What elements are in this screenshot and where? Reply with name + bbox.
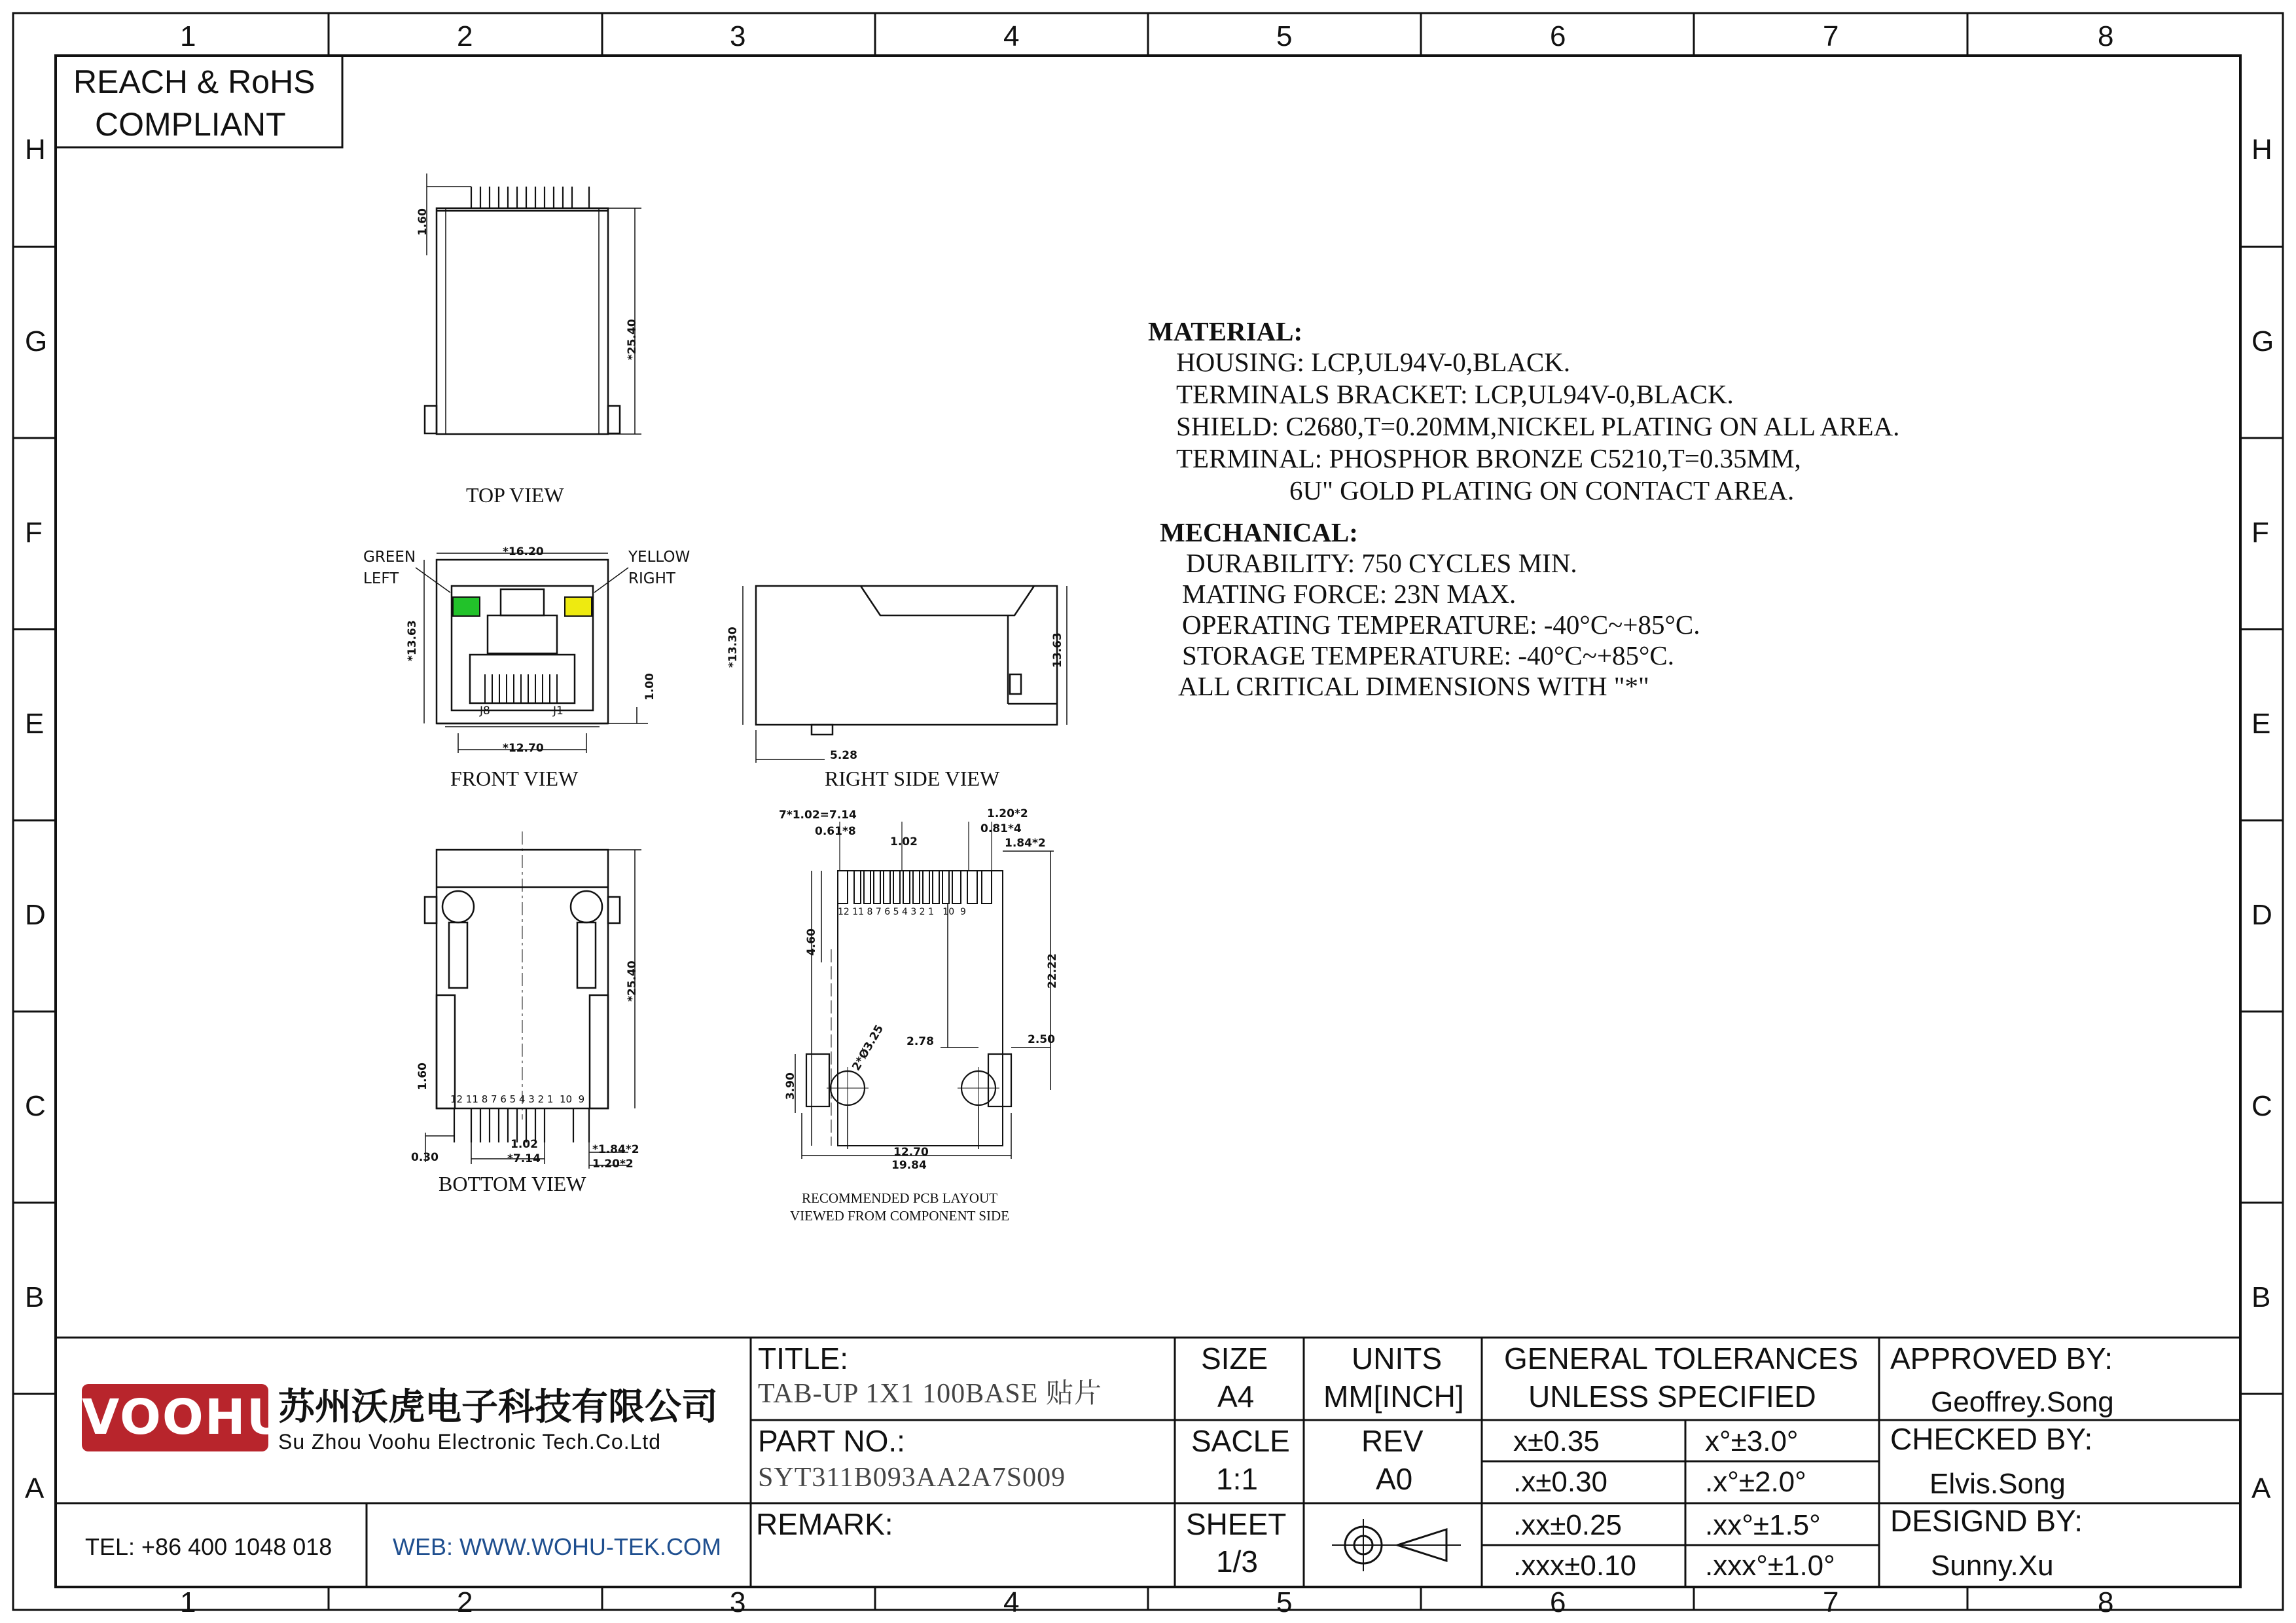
units-label: UNITS xyxy=(1352,1341,1442,1376)
front-view-caption: FRONT VIEW xyxy=(450,767,579,790)
led-green-indicator xyxy=(452,596,480,617)
zone-col-2-top: 2 xyxy=(457,20,473,52)
right-side-view-drawing xyxy=(743,586,1067,763)
tolerance-angular-4: .xxx°±1.0° xyxy=(1705,1550,1835,1582)
material-line-5: 6U" GOLD PLATING ON CONTACT AREA. xyxy=(1289,475,1795,505)
mechanical-line-5: ALL CRITICAL DIMENSIONS WITH "*" xyxy=(1178,671,1649,701)
web-link[interactable]: WEB: WWW.WOHU-TEK.COM xyxy=(393,1533,721,1560)
mechanical-line-2: MATING FORCE: 23N MAX. xyxy=(1182,579,1516,609)
material-title: MATERIAL: xyxy=(1148,316,1303,346)
company-name-en: Su Zhou Voohu Electronic Tech.Co.Ltd xyxy=(278,1430,662,1453)
dim-front-12-70: *12.70 xyxy=(503,742,544,755)
part-no-value: SYT311B093AA2A7S009 xyxy=(758,1463,1066,1493)
sheet-label: SHEET xyxy=(1186,1507,1287,1541)
scale-value: 1:1 xyxy=(1216,1462,1258,1496)
zone-row-g-left: G xyxy=(25,325,48,357)
zone-row-h-right: H xyxy=(2251,134,2272,166)
tolerance-linear-2: .x±0.30 xyxy=(1513,1466,1608,1498)
dim-side-13-30: *13.30 xyxy=(726,627,740,668)
zone-row-e-left: E xyxy=(25,708,45,740)
dim-bottom-1-60: 1.60 xyxy=(416,1063,429,1090)
zone-col-5-bottom: 5 xyxy=(1276,1586,1293,1618)
top-view-caption: TOP VIEW xyxy=(466,483,564,507)
led-right-label: RIGHT xyxy=(628,570,675,587)
zone-col-4-top: 4 xyxy=(1003,20,1020,52)
zone-row-b-left: B xyxy=(25,1281,45,1313)
dim-front-j8: J8 xyxy=(480,704,490,718)
zone-row-c-left: C xyxy=(25,1090,46,1122)
mechanical-line-1: DURABILITY: 750 CYCLES MIN. xyxy=(1186,548,1577,578)
compliance-line-1: REACH & RoHS xyxy=(73,64,315,100)
dim-pcb-2-78: 2.78 xyxy=(906,1035,934,1048)
dim-side-13-63: 13.63 xyxy=(1051,632,1064,668)
dim-top-1-60: 1.60 xyxy=(416,208,429,236)
zone-row-d-right: D xyxy=(2251,899,2272,931)
dim-pcb-3-25: 2*Ø3.25 xyxy=(850,1023,887,1073)
designed-by-value: Sunny.Xu xyxy=(1931,1550,2054,1582)
zone-row-f-right: F xyxy=(2251,517,2269,549)
zone-col-1-top: 1 xyxy=(180,20,196,52)
bottom-view-caption: BOTTOM VIEW xyxy=(439,1172,586,1195)
dim-bottom-1-84: *1.84*2 xyxy=(592,1143,639,1156)
material-line-1: HOUSING: LCP,UL94V-0,BLACK. xyxy=(1176,347,1571,377)
dim-pcb-2-50: 2.50 xyxy=(1028,1033,1055,1046)
zone-row-e-right: E xyxy=(2251,708,2271,740)
row-ticks xyxy=(13,247,2283,1394)
zone-col-5-top: 5 xyxy=(1276,20,1293,52)
zone-col-4-bottom: 4 xyxy=(1003,1586,1020,1618)
tolerance-linear-4: .xxx±0.10 xyxy=(1513,1550,1637,1582)
dim-top-25-40: *25.40 xyxy=(626,319,639,360)
size-label: SIZE xyxy=(1201,1341,1268,1376)
pcb-layout-drawing xyxy=(795,822,1054,1159)
zone-col-1-bottom: 1 xyxy=(180,1586,196,1618)
dim-bottom-25-40: *25.40 xyxy=(626,960,639,1002)
part-no-label: PART NO.: xyxy=(758,1424,905,1458)
pcb-caption-line-1: RECOMMENDED PCB LAYOUT xyxy=(802,1190,998,1206)
right-side-view-caption: RIGHT SIDE VIEW xyxy=(825,767,1000,790)
zone-col-3-top: 3 xyxy=(730,20,746,52)
dim-pcb-4-60: 4.60 xyxy=(805,928,818,956)
led-green-label: GREEN xyxy=(363,549,416,566)
pcb-pin-numbers: 12 11 8 7 6 5 4 3 2 1 10 9 xyxy=(838,907,966,917)
mechanical-line-4: STORAGE TEMPERATURE: -40°C~+85°C. xyxy=(1182,640,1675,670)
sheet-value: 1/3 xyxy=(1216,1544,1258,1578)
dim-bottom-0-30: 0.30 xyxy=(411,1151,439,1164)
bottom-pin-numbers: 12 11 8 7 6 5 4 3 2 1 10 9 xyxy=(450,1093,585,1105)
company-name-cn: 苏州沃虎电子科技有限公司 xyxy=(278,1386,718,1429)
material-line-4: TERMINAL: PHOSPHOR BRONZE C5210,T=0.35MM, xyxy=(1176,443,1801,473)
logo-text: VOOHU xyxy=(82,1389,287,1446)
designed-by-label: DESIGND BY: xyxy=(1890,1504,2083,1538)
title-value: TAB-UP 1X1 100BASE 贴片 xyxy=(758,1379,1102,1409)
dim-pcb-1-02: 1.02 xyxy=(890,835,918,848)
tolerance-angular-3: .xx°±1.5° xyxy=(1705,1509,1821,1541)
front-view-drawing xyxy=(416,553,648,753)
remark-label: REMARK: xyxy=(756,1507,893,1541)
dim-bottom-1-20: 1.20*2 xyxy=(592,1158,634,1171)
zone-row-d-left: D xyxy=(25,899,46,931)
dim-pcb-22-22: 22.22 xyxy=(1046,953,1059,989)
zone-col-8-top: 8 xyxy=(2098,20,2114,52)
material-line-3: SHIELD: C2680,T=0.20MM,NICKEL PLATING ON ALL AREA. xyxy=(1176,411,1900,441)
approved-by-label: APPROVED BY: xyxy=(1890,1341,2113,1376)
tolerance-title-1: GENERAL TOLERANCES xyxy=(1504,1341,1859,1376)
title-label: TITLE: xyxy=(758,1341,849,1376)
tolerance-angular-1: x°±3.0° xyxy=(1705,1425,1799,1457)
mechanical-line-3: OPERATING TEMPERATURE: -40°C~+85°C. xyxy=(1182,610,1700,640)
voohu-logo xyxy=(82,1384,287,1451)
dim-side-5-28: 5.28 xyxy=(830,749,857,762)
material-line-2: TERMINALS BRACKET: LCP,UL94V-0,BLACK. xyxy=(1176,379,1734,409)
led-yellow-label: YELLOW xyxy=(628,549,691,566)
mechanical-title: MECHANICAL: xyxy=(1160,517,1358,547)
led-yellow-indicator xyxy=(564,596,592,617)
top-view-drawing xyxy=(425,173,641,434)
compliance-line-2: COMPLIANT xyxy=(95,106,286,143)
rev-value: A0 xyxy=(1376,1462,1413,1496)
dim-pcb-12-70: 12.70 xyxy=(893,1146,929,1159)
dim-bottom-1-02: 1.02 xyxy=(511,1138,538,1151)
tolerance-linear-1: x±0.35 xyxy=(1513,1425,1600,1457)
zone-row-b-right: B xyxy=(2251,1281,2271,1313)
rev-label: REV xyxy=(1361,1424,1424,1458)
zone-row-c-right: C xyxy=(2251,1090,2272,1122)
dim-front-1-00: 1.00 xyxy=(643,673,656,701)
checked-by-value: Elvis.Song xyxy=(1929,1468,2066,1500)
dim-pcb-3-90: 3.90 xyxy=(784,1072,797,1100)
units-value: MM[INCH] xyxy=(1323,1379,1464,1413)
projection-symbol-icon xyxy=(1332,1519,1461,1571)
zone-row-a-left: A xyxy=(25,1472,45,1504)
dim-front-j1: J1 xyxy=(553,704,564,718)
approved-by-value: Geoffrey.Song xyxy=(1931,1386,2114,1418)
tolerance-angular-2: .x°±2.0° xyxy=(1705,1466,1806,1498)
pcb-caption-line-2: VIEWED FROM COMPONENT SIDE xyxy=(790,1208,1010,1224)
dim-pcb-1-20x2: 1.20*2 xyxy=(987,807,1028,820)
tolerance-title-2: UNLESS SPECIFIED xyxy=(1528,1379,1816,1413)
led-left-label: LEFT xyxy=(363,570,399,587)
dim-bottom-7-14: *7.14 xyxy=(507,1152,541,1165)
dim-pcb-0-61x8: 0.61*8 xyxy=(815,825,856,838)
tel-text: TEL: +86 400 1048 018 xyxy=(85,1533,332,1560)
scale-label: SACLE xyxy=(1191,1424,1290,1458)
bottom-view-drawing xyxy=(425,831,641,1169)
dim-front-16-20: *16.20 xyxy=(503,545,544,558)
zone-col-7-top: 7 xyxy=(1823,20,1839,52)
zone-row-a-right: A xyxy=(2251,1472,2271,1504)
zone-col-2-bottom: 2 xyxy=(457,1586,473,1618)
zone-col-6-top: 6 xyxy=(1550,20,1566,52)
dim-pcb-0-81x4: 0.81*4 xyxy=(980,822,1022,835)
dim-pcb-19-84: 19.84 xyxy=(891,1159,927,1172)
zone-col-7-bottom: 7 xyxy=(1823,1586,1839,1618)
zone-row-g-right: G xyxy=(2251,325,2274,357)
zone-col-8-bottom: 8 xyxy=(2098,1586,2114,1618)
zone-row-h-left: H xyxy=(25,134,46,166)
dim-pcb-7x1-02: 7*1.02=7.14 xyxy=(779,809,857,822)
zone-row-f-left: F xyxy=(25,517,43,549)
dim-front-13-63: *13.63 xyxy=(406,620,419,661)
dim-pcb-1-84x2: 1.84*2 xyxy=(1005,837,1046,850)
zone-col-6-bottom: 6 xyxy=(1550,1586,1566,1618)
tolerance-linear-3: .xx±0.25 xyxy=(1513,1509,1623,1541)
checked-by-label: CHECKED BY: xyxy=(1890,1422,2093,1456)
size-value: A4 xyxy=(1217,1379,1255,1413)
zone-col-3-bottom: 3 xyxy=(730,1586,746,1618)
